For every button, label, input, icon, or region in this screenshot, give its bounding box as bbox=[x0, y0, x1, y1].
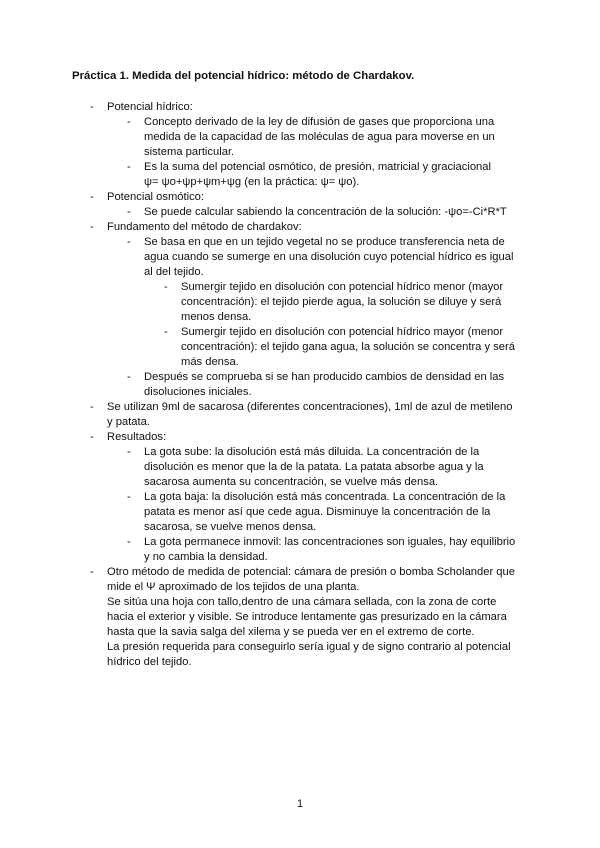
document-title: Práctica 1. Medida del potencial hídrico: método de Chardakov. bbox=[72, 70, 415, 82]
section-fundamento: - Fundamento del método de chardakov: bbox=[107, 221, 302, 233]
section-potencial-osmotico: - Potencial osmótico: bbox=[107, 191, 205, 203]
list-item bbox=[144, 490, 521, 535]
sub-list bbox=[0, 235, 521, 400]
paragraph: Se sitúa una hoja con tallo,dentro de una cámara sellada, con la zona de corte hacia el exterior y visible. Se introduce lentamente gas presurizado en la cámara hasta que la savia salga del xilema y se pueda ver en el extremo de corte. bbox=[107, 596, 507, 638]
page-number: 1 bbox=[296, 798, 304, 810]
list-item bbox=[0, 565, 521, 670]
list-item bbox=[0, 430, 521, 565]
list-item-text: - Se basa en que en un tejido vegetal no se produce transferencia neta de agua cuando se sumerge en una disolución cuyo potencial hídrico es igual al del tejido. bbox=[144, 236, 514, 278]
list-item bbox=[0, 220, 521, 400]
sub-list bbox=[0, 115, 521, 190]
list-item-text: - Se puede calcular sabiendo la concentración de la solución: -ψo=-Ci*R*T bbox=[144, 206, 507, 218]
list-item bbox=[144, 115, 521, 160]
list-item bbox=[144, 535, 521, 565]
list-item-text: - La gota baja: la disolución está más concentrada. La concentración de la patata es menor así que cede agua. Disminuye la concentración de la sacarosa, se vuelve menos densa. bbox=[144, 491, 506, 533]
formula-line: ψ= ψo+ψp+ψm+ψg (en la práctica: ψ= ψo). bbox=[144, 176, 360, 188]
paragraph: - Otro método de medida de potencial: cámara de presión o bomba Scholander que mide el Ψ aproximado de los tejidos de una planta. bbox=[107, 566, 515, 593]
list-item bbox=[181, 325, 521, 370]
list-item-text: - La gota permanece inmovil: las concentraciones son iguales, hay equilibrio y no cambia la densidad. bbox=[144, 536, 516, 563]
section-otro-metodo bbox=[107, 565, 521, 670]
list-item bbox=[0, 190, 521, 220]
text-line: - Es la suma del potencial osmótico, de presión, matricial y graciacional bbox=[144, 161, 491, 173]
list-item-text: - Sumergir tejido en disolución con potencial hídrico menor (mayor concentración): el tejido pierde agua, la solución se diluye y será menos densa. bbox=[181, 281, 504, 323]
list-item bbox=[144, 445, 521, 490]
list-item-text: - La gota sube: la disolución está más diluida. La concentración de la disolución es menor que la de la patata. La patata absorbe agua y la sacarosa aumenta su concentración, se vuelve más densa. bbox=[144, 446, 484, 488]
list-item bbox=[144, 370, 521, 400]
list-item-text: - Concepto derivado de la ley de difusión de gases que proporciona una medida de la capacidad de las moléculas de agua para moverse en un sistema particular. bbox=[144, 116, 495, 158]
document-body bbox=[0, 100, 600, 670]
section-materiales: - Se utilizan 9ml de sacarosa (diferentes concentraciones), 1ml de azul de metileno y patata. bbox=[107, 401, 513, 428]
list-item-text bbox=[144, 160, 521, 190]
section-potencial-hidrico: - Potencial hídrico: bbox=[107, 101, 193, 113]
main-list bbox=[0, 100, 600, 670]
list-item bbox=[144, 160, 521, 190]
list-item-text: - Sumergir tejido en disolución con potencial hídrico mayor (menor concentración): el tejido gana agua, la solución se concentra y será más densa. bbox=[181, 326, 515, 368]
list-item bbox=[0, 100, 521, 190]
list-item-text: - Después se comprueba si se han producido cambios de densidad en las disoluciones iniciales. bbox=[144, 371, 505, 398]
paragraph: La presión requerida para conseguirlo sería igual y de signo contrario al potencial hídrico del tejido. bbox=[107, 641, 511, 668]
list-item bbox=[144, 235, 521, 370]
list-item bbox=[0, 400, 521, 430]
sub-sub-list bbox=[0, 280, 521, 370]
section-resultados: - Resultados: bbox=[107, 431, 167, 443]
list-item bbox=[144, 205, 521, 220]
sub-list bbox=[0, 205, 521, 220]
sub-list bbox=[0, 445, 521, 565]
list-item bbox=[181, 280, 521, 325]
